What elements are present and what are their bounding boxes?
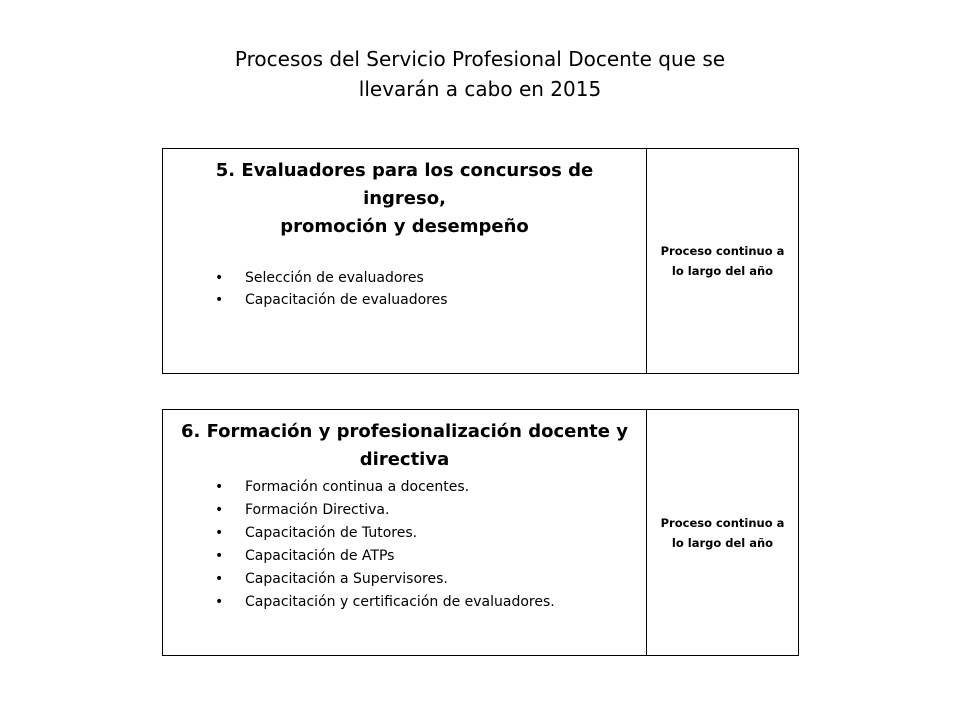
process-item: • Selección de evaluadores [203, 267, 646, 289]
process-heading-line-2: directiva [359, 449, 450, 470]
process-schedule-cell [647, 149, 799, 374]
process-item: • Capacitación a Supervisores. [203, 568, 646, 591]
process-table-evaluadores [162, 148, 799, 374]
slide-title-line-2: llevarán a cabo en 2015 [358, 77, 602, 101]
process-item: • Capacitación de ATPs [203, 545, 646, 568]
process-item: • Capacitación y certificación de evaluadores. [203, 591, 646, 614]
process-description-cell [163, 149, 647, 374]
process-schedule-text [647, 241, 798, 281]
process-schedule-cell [647, 410, 799, 656]
process-heading-line-2: promoción y desempeño [280, 216, 529, 237]
slide-title-line-1: Procesos del Servicio Profesional Docente que se [234, 47, 726, 71]
process-description-cell [163, 410, 647, 656]
process-heading [163, 410, 646, 474]
process-heading-line-1: 5. Evaluadores para los concursos de ingreso, [215, 160, 594, 209]
process-heading [163, 149, 646, 241]
process-schedule-line-2: lo largo del año [671, 264, 774, 278]
process-item: • Capacitación de Tutores. [203, 522, 646, 545]
process-schedule-line-2: lo largo del año [671, 535, 774, 550]
slide-title [180, 44, 780, 104]
process-schedule-text [647, 513, 798, 553]
process-schedule-line-1: Proceso continuo a [660, 515, 785, 530]
process-item: • Formación continua a docentes. [203, 476, 646, 499]
process-item: • Capacitación de evaluadores [203, 289, 646, 311]
process-item-list [163, 476, 646, 614]
process-table-formacion [162, 409, 799, 656]
process-heading-line-1: 6. Formación y profesionalización docente y [180, 421, 628, 442]
process-schedule-line-1: Proceso continuo a [660, 244, 785, 258]
process-item: • Formación Directiva. [203, 499, 646, 522]
process-item-list [163, 267, 646, 311]
